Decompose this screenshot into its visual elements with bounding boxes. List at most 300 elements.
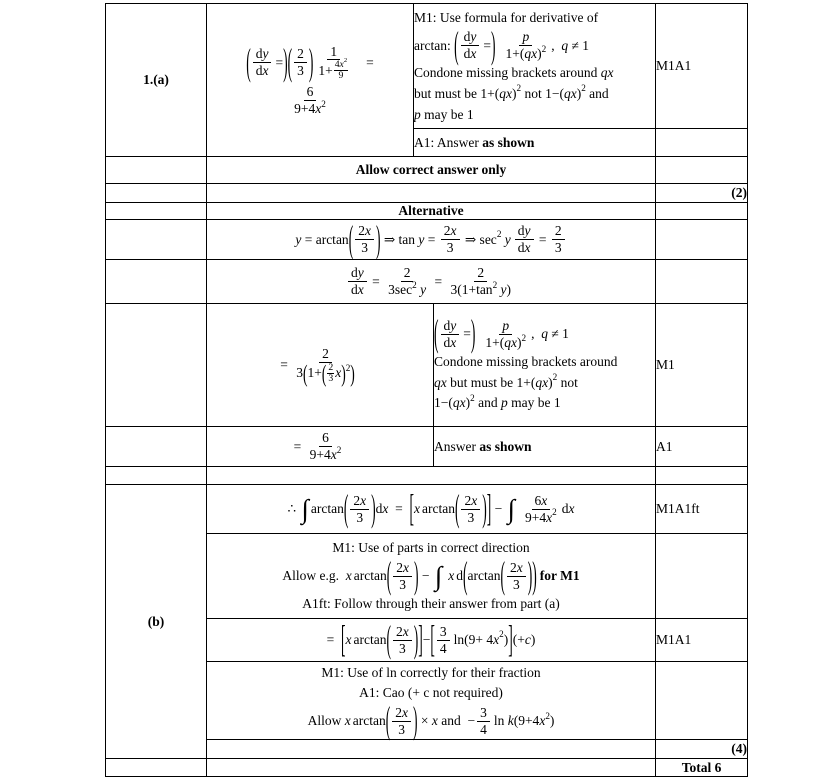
fraction: [507, 560, 526, 592]
fraction: [522, 493, 560, 525]
superscript: 2: [552, 507, 557, 518]
paren-group: [513, 631, 536, 649]
paren-group: [287, 40, 314, 83]
math-text: and: [474, 395, 501, 411]
math-variable: y: [470, 29, 477, 45]
math-variable: x: [450, 223, 457, 239]
math-text: 3: [446, 240, 454, 255]
fraction: [327, 363, 334, 384]
mark-alt-a1: A1: [656, 427, 748, 467]
math-variable: qx: [535, 374, 549, 390]
math-text: Allow e.g.: [282, 568, 346, 584]
mark-subtotal-b: (4): [656, 740, 748, 759]
fence-content: [517, 631, 531, 649]
math-variable: y: [416, 282, 427, 297]
math-text: 2: [396, 623, 403, 639]
empty-cell: [106, 157, 207, 184]
spacer: [511, 239, 513, 240]
close-fence: ): [308, 40, 314, 83]
math-text: 3: [450, 282, 458, 297]
math-text: 3: [480, 705, 487, 721]
math-variable: y: [418, 231, 425, 247]
numerator: [499, 318, 512, 335]
working-alt-line3: [207, 304, 434, 427]
math-text: arctan: [422, 501, 455, 517]
math-text: (9+4: [513, 713, 540, 729]
math-text: d: [255, 46, 263, 62]
note-1b-parts: [207, 534, 656, 619]
fence-content: [326, 363, 341, 384]
math-variable: qx: [563, 86, 577, 102]
math-text: 3: [356, 509, 364, 525]
math-variable: k: [507, 713, 514, 729]
open-fence: (: [385, 699, 391, 742]
math-variable: y: [501, 231, 511, 247]
numerator: [519, 29, 532, 46]
note-1a-m1: [414, 4, 656, 129]
math-line: [207, 430, 433, 462]
fraction: [315, 44, 352, 82]
empty-cell: [207, 740, 656, 759]
fraction: [552, 223, 565, 255]
open-fence: (: [454, 487, 460, 530]
empty-cell: [106, 427, 207, 467]
math-text: d: [443, 318, 451, 334]
math-variable: x: [546, 509, 553, 525]
open-fence: (: [302, 359, 308, 387]
superscript: 2: [412, 279, 417, 290]
math-text: d: [463, 45, 471, 61]
math-text: ): [503, 632, 509, 648]
math-variable: y: [357, 265, 364, 281]
math-text: 6: [534, 492, 542, 508]
paren-group: [457, 279, 512, 298]
math-text: 3: [398, 721, 405, 737]
math-line: [207, 699, 655, 742]
open-fence: (: [500, 554, 505, 597]
empty-cell: [106, 304, 207, 427]
denominator: [315, 57, 352, 82]
denominator: [327, 374, 334, 384]
math-variable: x: [330, 447, 337, 462]
mark-1b-first: M1A1ft: [656, 485, 748, 534]
denominator: [338, 71, 345, 81]
math-variable: y: [497, 282, 507, 297]
fence-content: [461, 279, 507, 298]
math-line: [207, 40, 413, 83]
math-text: +: [517, 632, 525, 648]
empty-cell: [106, 203, 207, 220]
math-text: ≠ 1: [568, 37, 589, 53]
fraction: [461, 29, 480, 61]
fraction: [502, 29, 549, 61]
integral-sign: ∫: [301, 493, 309, 524]
numerator: [327, 44, 340, 61]
math-line: [207, 664, 655, 682]
math-variable: qx: [504, 334, 517, 350]
paren-group: [385, 699, 418, 742]
math-text: ,: [531, 326, 542, 342]
math-text: 9+4: [525, 509, 547, 525]
integral-sign: ∫: [507, 493, 516, 524]
denominator: [307, 444, 345, 463]
fraction: [461, 493, 480, 525]
math-variable: x: [344, 713, 351, 729]
math-text: 1: [330, 43, 338, 59]
math-text: M1: Use of parts in correct direction: [332, 540, 530, 556]
math-variable: y: [295, 231, 302, 247]
math-text: 9: [338, 70, 344, 82]
math-text: 3: [399, 640, 406, 656]
math-variable: x: [493, 632, 500, 648]
math-variable: x: [448, 568, 455, 584]
numerator: [515, 223, 534, 240]
mark-total: Total 6: [656, 759, 748, 777]
math-text: =: [275, 54, 284, 70]
math-line: [207, 554, 655, 597]
math-text: arctan: [353, 568, 387, 584]
superscript: 2: [492, 279, 498, 290]
denominator: [253, 63, 272, 79]
math-text: =: [431, 273, 446, 289]
fraction: [350, 493, 369, 525]
math-text: 9+4: [294, 100, 316, 116]
math-text: 3: [554, 240, 562, 255]
working-1b-parts: [207, 485, 656, 534]
mark-1a: M1A1: [656, 4, 748, 129]
math-text: ): [576, 86, 582, 102]
math-text: 3: [399, 576, 406, 592]
math-text: Condone missing brackets around: [414, 65, 601, 81]
math-variable: x: [360, 492, 367, 508]
math-text: M1: Use formula for derivative of: [414, 9, 599, 25]
numerator: [507, 560, 526, 577]
close-fence: ): [350, 359, 355, 387]
open-fence: (: [434, 312, 439, 355]
math-line: [207, 487, 655, 530]
paren-group: [321, 359, 346, 387]
fence-content: [435, 624, 508, 656]
open-fence: (: [287, 40, 293, 83]
paren-group: [386, 554, 419, 597]
numerator: [532, 493, 551, 510]
math-line: [434, 438, 655, 456]
numerator: [392, 705, 411, 722]
open-fence: [: [430, 618, 435, 661]
math-variable: y: [450, 318, 457, 334]
math-text: 3: [297, 62, 304, 78]
math-text: −: [491, 501, 506, 517]
fence-content: [459, 493, 482, 525]
fraction: [253, 46, 272, 78]
denominator: [477, 722, 490, 738]
math-text: −: [418, 568, 433, 584]
fraction: [437, 624, 450, 656]
math-text: 2: [297, 46, 304, 62]
math-variable: x: [568, 501, 575, 517]
math-text: 2: [395, 705, 402, 721]
math-text: d: [517, 240, 525, 255]
math-text: ln: [493, 713, 508, 729]
paren-group: [454, 23, 496, 66]
numerator: [350, 493, 369, 510]
numerator: [477, 705, 490, 722]
math-variable: c: [524, 632, 531, 648]
math-variable: x: [541, 492, 548, 508]
close-fence: ): [283, 40, 288, 83]
paren-group: [302, 359, 355, 387]
paren-group: [454, 487, 487, 530]
paren-group: [246, 40, 288, 83]
spacer: [354, 62, 366, 63]
empty-cell: [106, 220, 207, 260]
denominator: [396, 641, 409, 657]
paren-group: [348, 217, 381, 260]
close-fence: ): [375, 217, 381, 260]
superscript: 2: [496, 228, 502, 239]
numerator: [253, 46, 272, 63]
empty-cell: [207, 759, 656, 777]
denominator: [396, 577, 409, 593]
math-line: [414, 85, 655, 103]
math-text: ): [549, 713, 555, 729]
open-fence: [: [409, 487, 414, 530]
denominator: [348, 282, 367, 298]
math-text: 2: [443, 223, 451, 239]
working-1a-derivative: [207, 4, 414, 157]
math-text: −: [422, 632, 431, 648]
question-label-1a: 1.(a): [106, 4, 207, 157]
math-text: d: [443, 334, 451, 350]
denominator: [552, 240, 565, 256]
math-text: 2: [396, 559, 403, 575]
numerator: [441, 223, 460, 240]
denominator: [522, 507, 560, 526]
math-text: d: [255, 62, 263, 78]
math-text: =: [388, 501, 410, 517]
math-text: may be 1: [420, 106, 474, 122]
close-fence: ): [530, 632, 536, 648]
math-text: d: [517, 223, 525, 239]
math-line: [434, 394, 655, 412]
math-text: 2: [358, 223, 365, 239]
math-text: A1: Answer: [414, 134, 483, 150]
fence-content: [390, 705, 413, 737]
math-variable: p: [522, 29, 530, 45]
math-line: [207, 684, 655, 702]
close-fence: ): [371, 487, 376, 530]
math-variable: x: [402, 623, 409, 639]
math-variable: p: [414, 106, 421, 122]
paren-group: [434, 312, 476, 355]
open-fence: (: [343, 487, 349, 530]
math-text: 3: [513, 576, 520, 592]
denominator: [510, 577, 523, 593]
math-variable: qx: [499, 86, 512, 102]
bracket-group: [341, 618, 423, 661]
fence-content: [459, 29, 491, 61]
bracket-group: [430, 618, 513, 661]
paren-group: [463, 554, 537, 597]
denominator: [515, 240, 534, 256]
denominator: [353, 510, 366, 526]
math-text: ln(9+ 4: [453, 632, 494, 648]
math-variable: x: [450, 334, 457, 350]
math-text: =: [463, 326, 471, 342]
open-fence: (: [463, 554, 468, 597]
fraction: [477, 705, 490, 737]
math-text: ∴: [287, 501, 300, 517]
empty-cell: [656, 220, 748, 260]
fence-content: [292, 46, 309, 78]
open-fence: (: [321, 359, 327, 387]
math-text: 1+(: [505, 45, 525, 61]
math-text: 2: [403, 265, 411, 281]
close-fence: ): [490, 23, 496, 66]
fence-content: [467, 554, 533, 597]
math-text: =: [535, 231, 550, 247]
math-variable: x: [524, 240, 531, 255]
math-text: 3: [467, 509, 475, 525]
paren-group: [386, 618, 419, 661]
math-text: = arctan: [301, 231, 349, 247]
fraction: [392, 705, 411, 737]
math-text: d: [350, 282, 358, 297]
denominator: [444, 240, 457, 256]
math-text: 2: [322, 346, 329, 362]
math-variable: x: [262, 62, 269, 78]
empty-cell: [106, 759, 207, 777]
math-text: ): [465, 395, 471, 411]
math-line: [207, 84, 413, 116]
paren-group: [500, 554, 533, 597]
math-text: =: [293, 438, 305, 454]
fraction: [348, 265, 367, 297]
math-text: 6: [322, 430, 329, 446]
math-line: [414, 106, 655, 124]
fence-content: [251, 46, 283, 78]
superscript: 2: [521, 332, 527, 343]
fraction: [293, 346, 358, 387]
math-line: [414, 64, 655, 82]
math-text: 2: [464, 492, 472, 508]
mark-scheme-table: [105, 3, 748, 777]
math-text: 2: [554, 223, 562, 239]
fraction: [393, 624, 412, 656]
alternative-heading: Alternative: [207, 203, 656, 220]
math-text: and: [585, 86, 609, 102]
math-text: ≠ 1: [547, 326, 569, 342]
math-line: [207, 346, 433, 387]
math-text: not: [557, 374, 578, 390]
math-text: =: [483, 37, 491, 53]
numerator: [461, 29, 480, 46]
fraction: [515, 223, 534, 255]
math-text: 2: [353, 492, 361, 508]
math-text: ,: [551, 37, 562, 53]
denominator: [294, 63, 307, 79]
math-text: but must be 1+(: [446, 374, 536, 390]
note-alt-answer: [434, 427, 656, 467]
math-text: 2: [328, 361, 334, 373]
math-line: [207, 539, 655, 557]
close-fence: ]: [508, 618, 513, 661]
denominator: [502, 43, 549, 62]
math-text: 9+4: [309, 447, 331, 462]
math-text: 3: [439, 623, 447, 639]
math-line: [414, 9, 655, 27]
math-text: 3: [296, 365, 303, 381]
fraction: [441, 318, 460, 350]
open-fence: (: [457, 282, 462, 297]
math-variable: x: [470, 45, 477, 61]
open-fence: (: [246, 40, 251, 83]
note-alt-m1: [434, 304, 656, 427]
empty-cell: [656, 467, 748, 485]
math-text: M1: Use of ln correctly for their fraction: [321, 664, 541, 680]
fence-content: [348, 493, 371, 525]
fence-content: [505, 560, 528, 592]
denominator: [385, 279, 429, 298]
close-fence: ): [506, 282, 512, 297]
superscript: 2: [345, 363, 351, 374]
math-text: arctan: [467, 568, 501, 584]
math-text: ): [537, 45, 542, 61]
denominator: [482, 332, 529, 351]
math-variable: x: [471, 492, 478, 508]
numerator: [319, 430, 332, 447]
close-fence: ): [482, 487, 487, 530]
math-text: ⇒ sec: [461, 231, 497, 247]
fraction: [307, 430, 345, 462]
math-variable: y: [524, 223, 531, 239]
fence-content: [439, 318, 471, 350]
math-text: 3sec: [388, 282, 413, 297]
open-fence: (: [512, 632, 518, 648]
fraction: [441, 223, 460, 255]
math-variable: y: [262, 46, 269, 62]
numerator: [461, 493, 480, 510]
empty-cell: [207, 184, 656, 203]
fraction: [393, 560, 412, 592]
math-variable: qx: [452, 395, 466, 411]
numerator: [437, 624, 450, 641]
close-fence: ]: [418, 618, 423, 661]
math-text: d: [375, 501, 383, 517]
math-text: ): [511, 86, 517, 102]
math-variable: x: [516, 559, 523, 575]
fraction: [291, 84, 329, 116]
note-allow-correct: Allow correct answer only: [207, 157, 656, 184]
empty-cell: [207, 467, 656, 485]
math-line: [434, 312, 655, 355]
numerator: [294, 46, 307, 63]
math-variable: x: [402, 559, 409, 575]
paren-group: [343, 487, 376, 530]
fence-content: [391, 624, 414, 656]
working-alt-line4: [207, 427, 434, 467]
math-text: Condone missing brackets around: [434, 354, 618, 370]
numerator: [304, 84, 317, 101]
math-variable: qx: [434, 374, 447, 390]
math-text: 1−(: [434, 395, 453, 411]
math-variable: x: [414, 501, 420, 517]
math-line: [414, 134, 655, 152]
open-fence: (: [454, 23, 459, 66]
superscript: 2: [552, 371, 558, 382]
math-line: [434, 353, 655, 371]
math-text: 6: [306, 84, 314, 100]
